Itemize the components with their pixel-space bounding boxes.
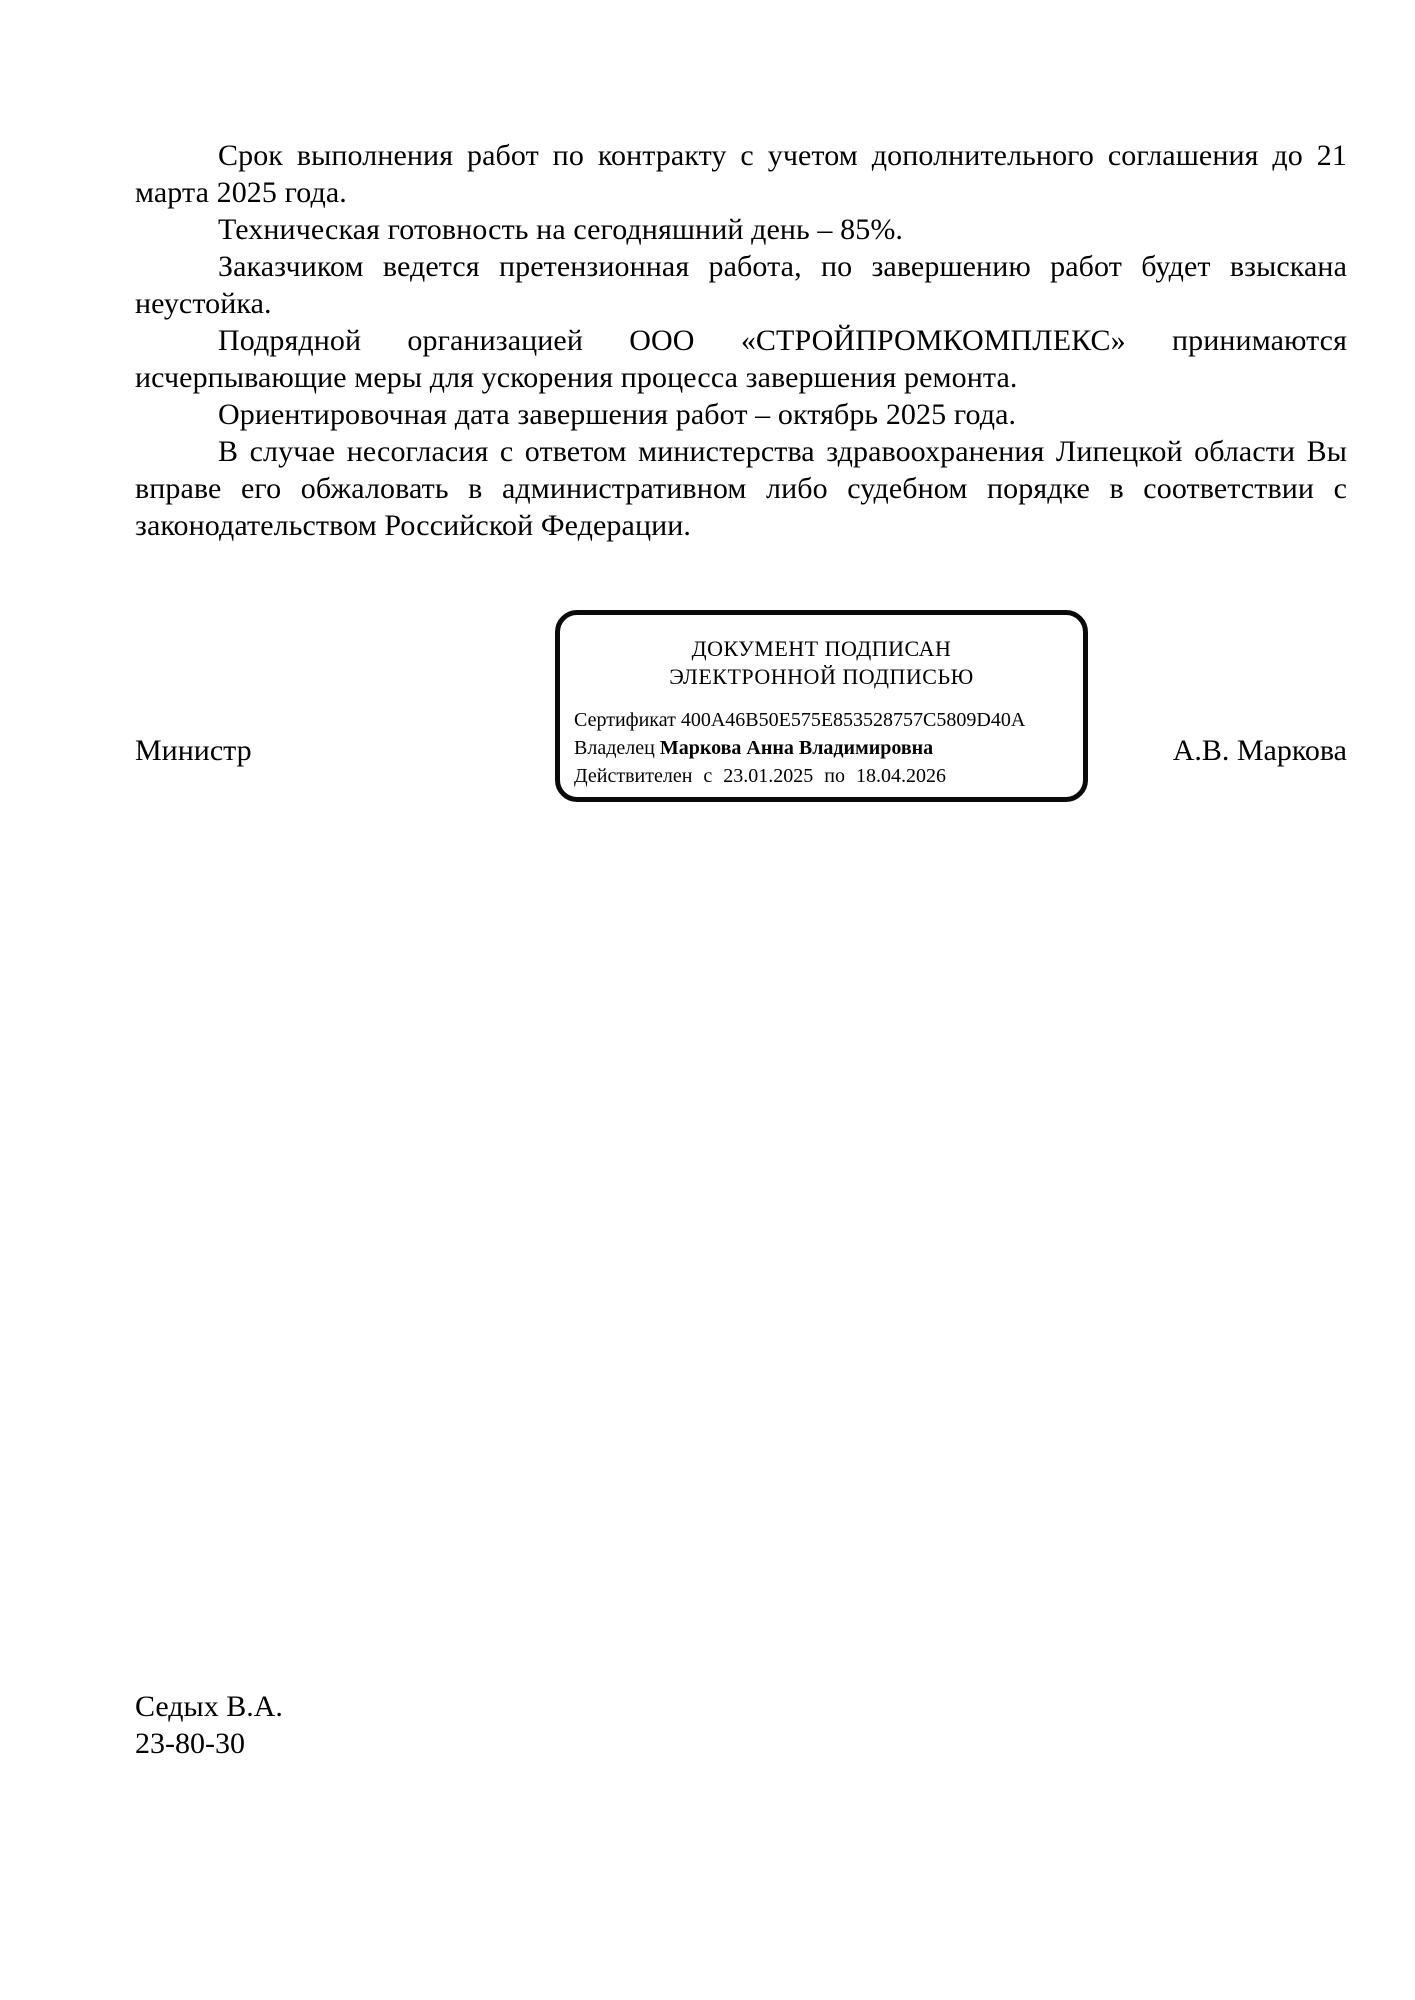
stamp-details <box>574 706 1071 790</box>
stamp-validity-row: Действителен с 23.01.2025 по 18.04.2026 <box>574 765 946 787</box>
owner-label: Владелец <box>574 737 655 759</box>
paragraph-technical-readiness: Техническая готовность на сегодняшний день – 85%. <box>218 213 904 246</box>
executor-block <box>135 1688 283 1762</box>
stamp-owner-row <box>574 734 1071 762</box>
paragraph-contract-deadline: Срок выполнения работ по контракту с учетом дополнительного соглашения до 21 марта 2025 года. <box>135 139 1347 209</box>
signer-name: А.В. Маркова <box>1172 734 1347 767</box>
stamp-title-line1: ДОКУМЕНТ ПОДПИСАН <box>691 636 952 661</box>
stamp-title <box>560 635 1083 691</box>
certificate-label: Сертификат <box>574 709 676 731</box>
paragraph-contractor-measures: Подрядной организацией ООО «СТРОЙПРОМКОМПЛЕКС» принимаются исчерпывающие меры для ускорения процесса завершения ремонта. <box>135 324 1347 394</box>
paragraph-appeal-rights: В случае несогласия с ответом министерства здравоохранения Липецкой области Вы вправе его обжаловать в административном либо судебном порядке в соответствии с законодательством Российской Федерации. <box>135 435 1347 542</box>
paragraph-claim-work: Заказчиком ведется претензионная работа, по завершению работ будет взыскана неустойка. <box>135 250 1347 320</box>
executor-name: Седых В.А. <box>135 1690 283 1723</box>
stamp-title-line2: ЭЛЕКТРОННОЙ ПОДПИСЬЮ <box>669 664 974 689</box>
electronic-signature-stamp <box>555 610 1088 802</box>
certificate-value: 400A46B50E575E853528757C5809D40A <box>680 709 1026 731</box>
signature-block <box>135 610 1347 802</box>
letter-body <box>135 137 1347 544</box>
owner-name: Маркова Анна Владимировна <box>659 737 934 759</box>
signer-position-label: Министр <box>135 734 252 767</box>
paragraph-estimated-completion: Ориентировочная дата завершения работ – октябрь 2025 года. <box>218 398 1017 431</box>
stamp-certificate-row <box>574 706 1071 734</box>
executor-phone: 23-80-30 <box>135 1727 245 1760</box>
